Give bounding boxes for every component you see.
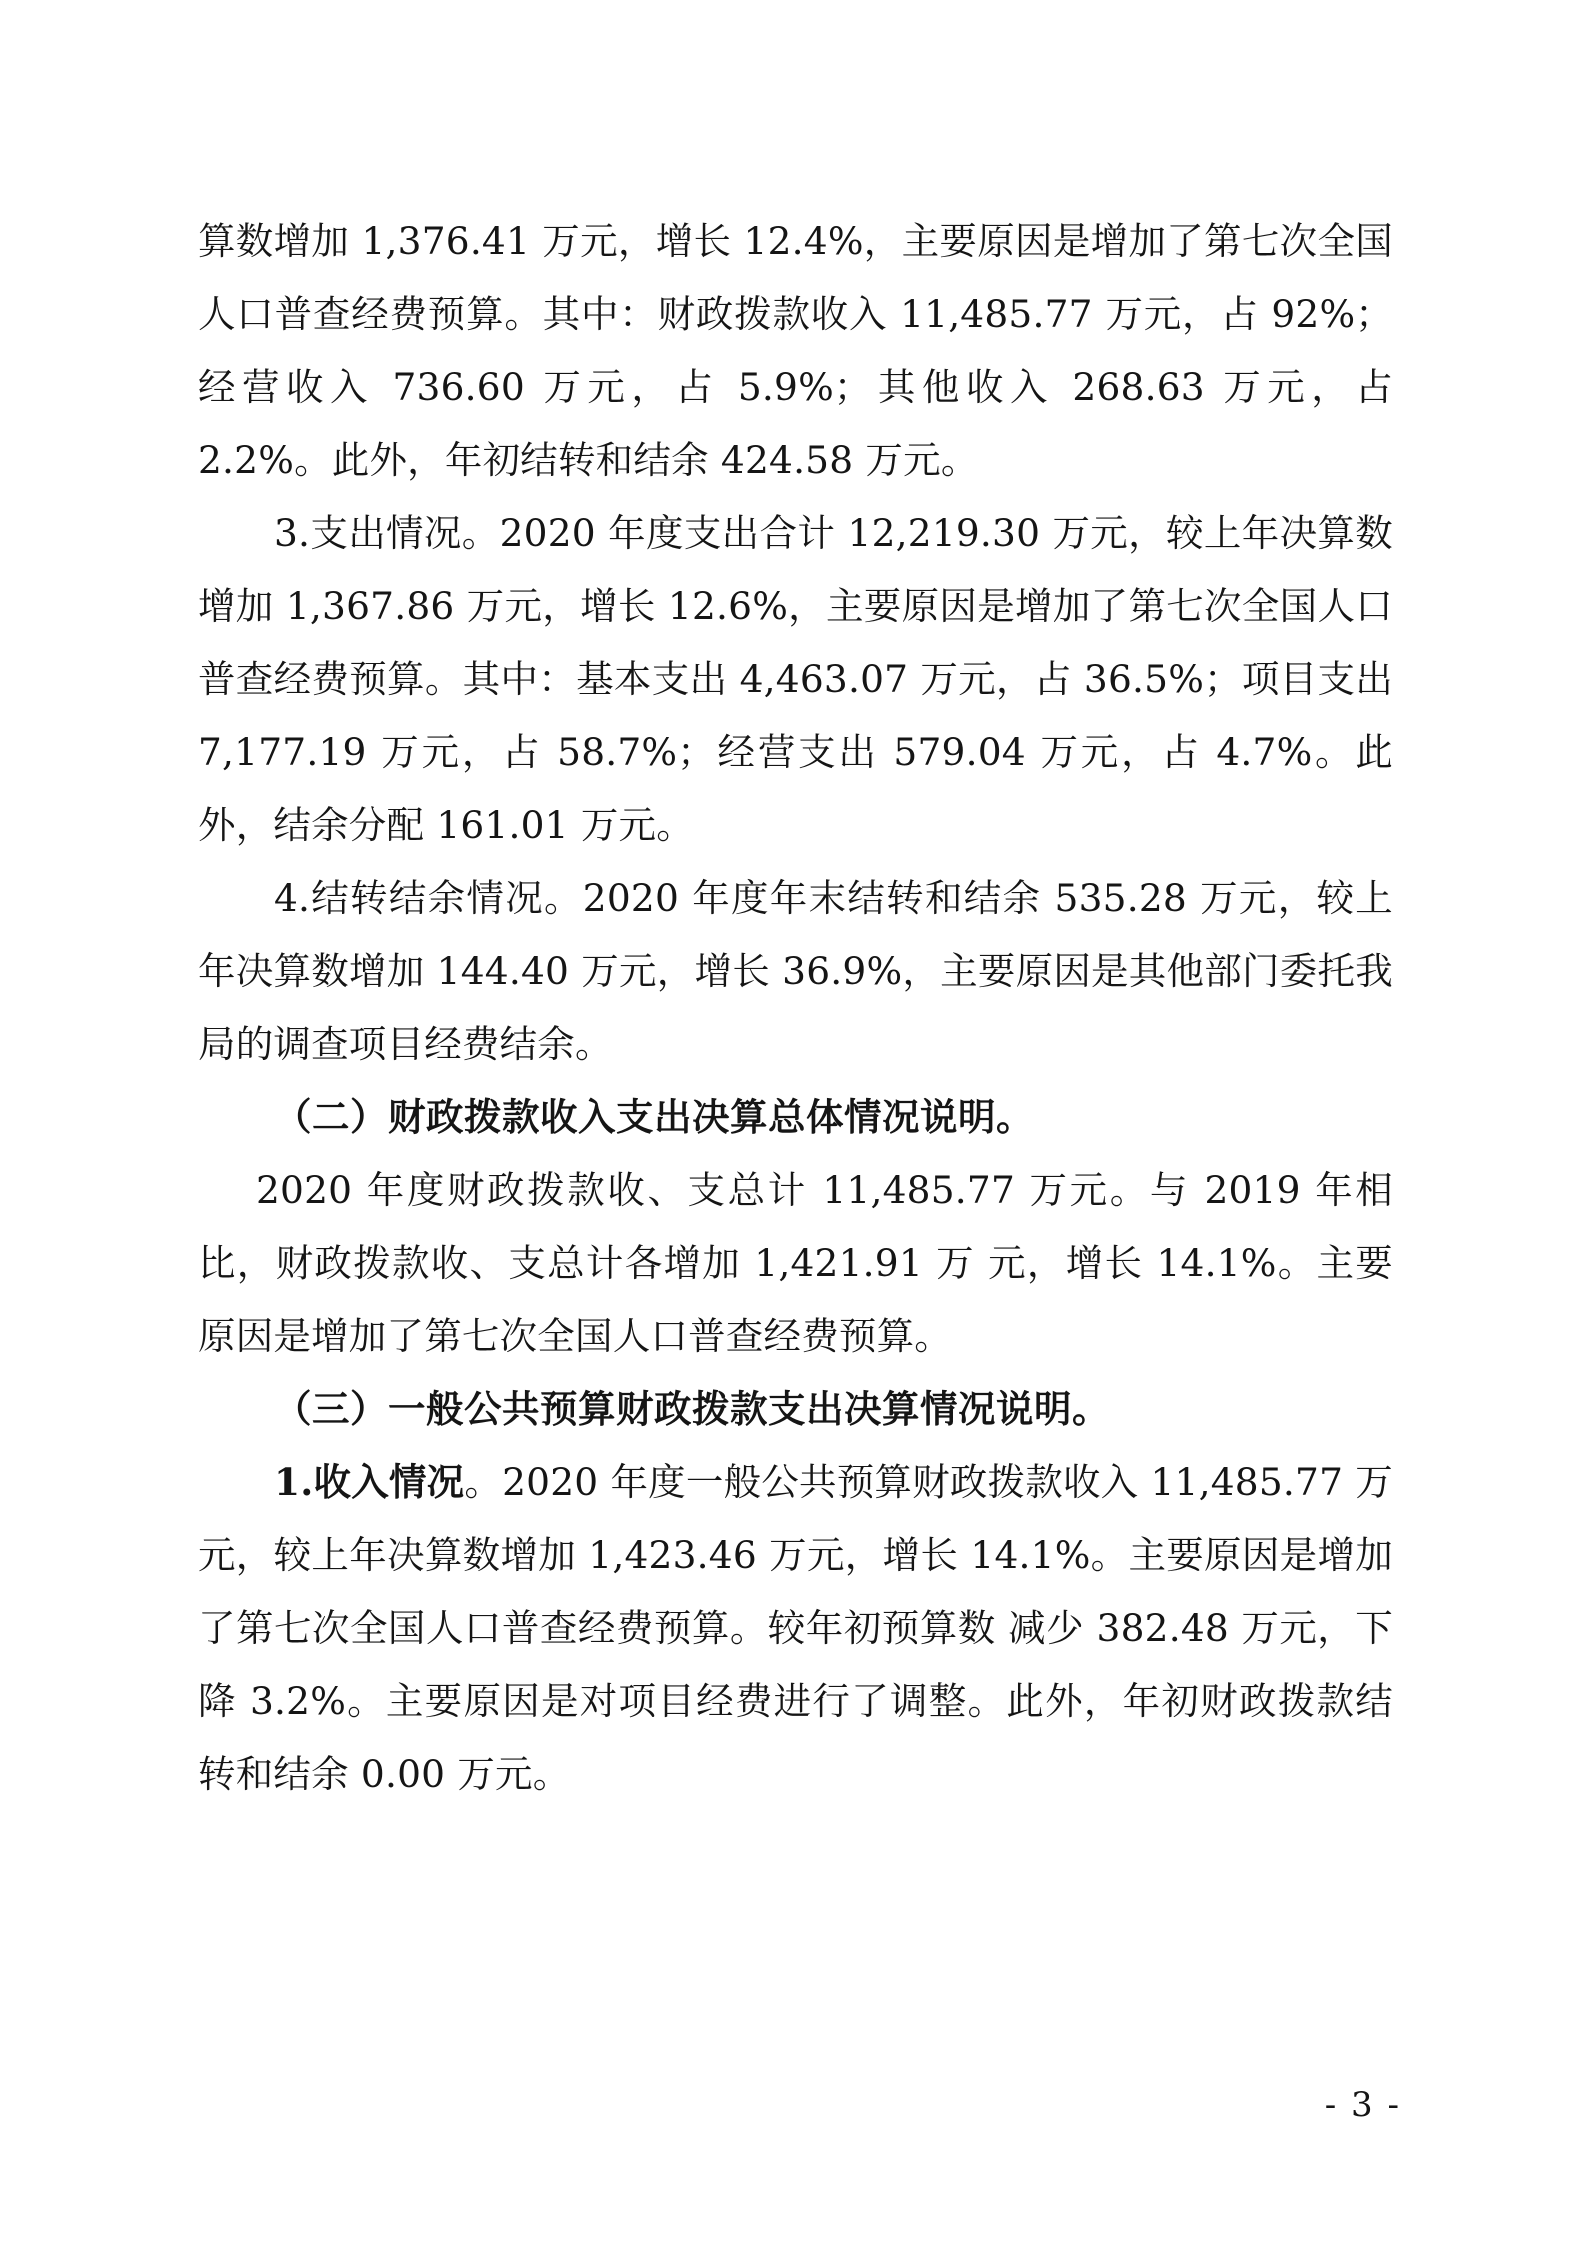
heading-general-public-budget: （三）一般公共预算财政拨款支出决算情况说明。 <box>274 1387 1110 1431</box>
paragraph-general-income <box>198 1446 1393 1811</box>
paragraph-expenditure: 3.支出情况。2020 年度支出合计 12,219.30 万元，较上年决算数增加 1,367.86 万元，增长 12.6%，主要原因是增加了第七次全国人口普查经费预算。其中：基本支出 4,463.07 万元，占 36.5%；项目支出 7,177.19 万元，占 58.7%；经营支出 579.04 万元，占 4.7%。此外，结余分配 161.01 万元。 <box>198 511 1393 847</box>
heading-fiscal-appropriation: （二）财政拨款收入支出决算总体情况说明。 <box>274 1095 1034 1139</box>
paragraph-fiscal-appropriation: 2020 年度财政拨款收、支总计 11,485.77 万元。与 2019 年相比，财政拨款收、支总计各增加 1,421.91 万 元，增长 14.1%。主要原因是增加了第七次全国人口普查经费预算。 <box>198 1168 1393 1358</box>
paragraph-bold-lead: 1.收入情况 <box>274 1460 465 1504</box>
paragraph-income-continued: 算数增加 1,376.41 万元，增长 12.4%，主要原因是增加了第七次全国人口普查经费预算。其中：财政拨款收入 11,485.77 万元，占 92%；经营收入 736.60 万元，占 5.9%；其他收入 268.63 万元，占 2.2%。此外，年初结转和结余 424.58 万元。 <box>198 219 1393 482</box>
page-number: - 3 - <box>1324 2085 1401 2125</box>
paragraph-carryover: 4.结转结余情况。2020 年度年末结转和结余 535.28 万元，较上年决算数增加 144.40 万元，增长 36.9%，主要原因是其他部门委托我局的调查项目经费结余。 <box>198 876 1393 1066</box>
paragraph-general-income-text: 。2020 年度一般公共预算财政拨款收入 11,485.77 万元，较上年决算数增加 1,423.46 万元，增长 14.1%。主要原因是增加了第七次全国人口普查经费预算。较年初预算数 减少 382.48 万元，下降 3.2%。主要原因是对项目经费进行了调整。此外，年初财政拨款结转和结余 0.00 万元。 <box>198 1460 1393 1796</box>
document-body <box>198 205 1393 1811</box>
